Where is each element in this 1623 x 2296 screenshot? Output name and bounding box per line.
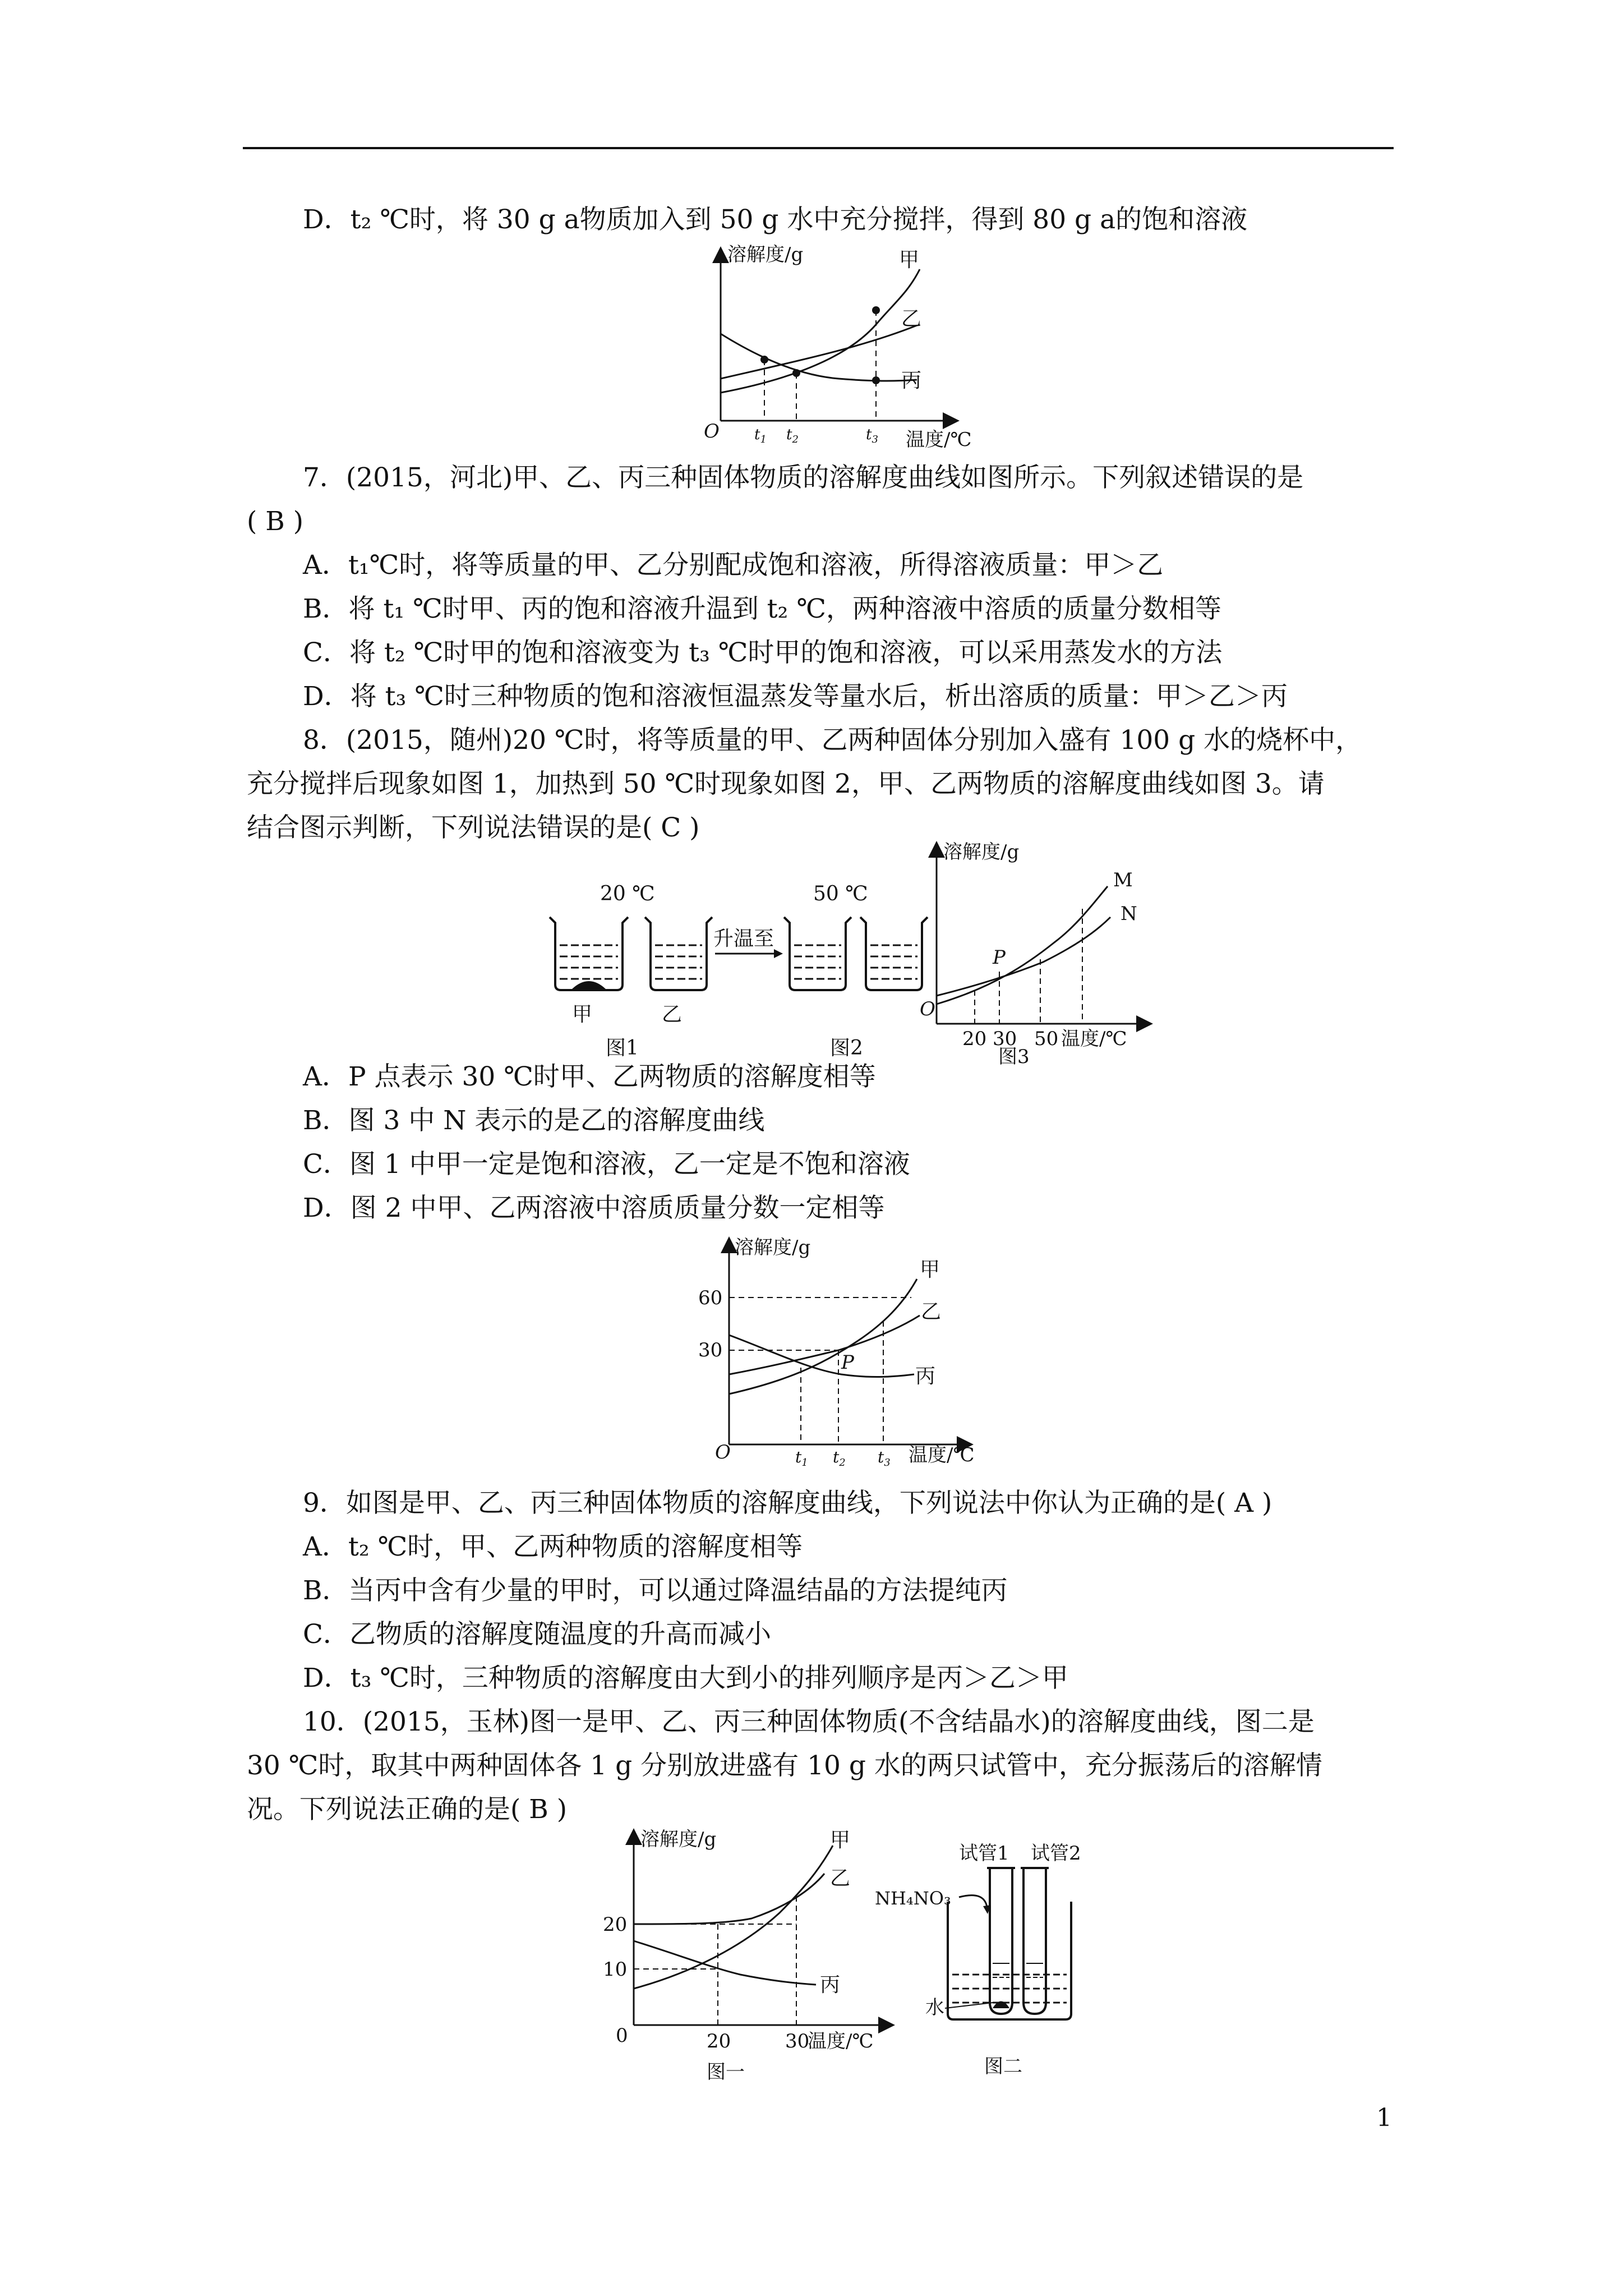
q6-curve-yi	[721, 325, 917, 379]
q9-series-label-jia: 甲	[920, 1258, 940, 1281]
q8-option-a: A．P 点表示 30 ℃时甲、乙两物质的溶解度相等	[303, 1061, 876, 1092]
q9-ylabel: 溶解度/g	[735, 1236, 811, 1259]
q9-stem: 9．如图是甲、乙、丙三种固体物质的溶解度曲线，下列说法中你认为正确的是( A )	[303, 1488, 1272, 1519]
q9-curve-bing	[729, 1335, 914, 1377]
q8-xtick-20: 20	[962, 1028, 987, 1050]
q9-series-label-bing: 丙	[915, 1365, 936, 1388]
q10-fig1-caption: 图一	[707, 2061, 745, 2083]
q7-stem-1: 7．(2015，河北)甲、乙、丙三种固体物质的溶解度曲线如图所示。下列叙述错误的是	[303, 462, 1304, 493]
q6-tick-t1: $t_1$	[754, 426, 767, 445]
q8-point-P: P	[993, 946, 1006, 969]
q9-curve-yi	[729, 1315, 920, 1374]
q10-test-tube-figure	[875, 1834, 1133, 2087]
q6-ylabel: 溶解度/g	[727, 243, 804, 266]
q8-stem-3: 结合图示判断，下列说法错误的是( C )	[247, 812, 700, 843]
q10-salt-label: NH₄NO₃	[875, 1888, 951, 1909]
beaker-yi-fig1	[645, 917, 712, 990]
q8-fig3-caption: 图3	[998, 1046, 1030, 1066]
q8-temp-20: 20 ℃	[600, 882, 655, 905]
q6-curve-bing	[721, 334, 917, 381]
q8-xtick-50: 50	[1034, 1028, 1059, 1050]
q9-solubility-chart	[690, 1231, 993, 1478]
q9-series-label-yi: 乙	[921, 1300, 942, 1323]
q8-curve-N	[937, 917, 1110, 996]
q9-option-c: C．乙物质的溶解度随温度的升高而减小	[303, 1619, 771, 1650]
q6-origin: O	[704, 420, 720, 443]
q8-solubility-chart	[914, 836, 1161, 1066]
q10-solubility-chart	[594, 1823, 909, 2087]
q10-series-label-yi: 乙	[830, 1867, 851, 1890]
q6-option-d: D．t₂ ℃时，将 30 g a物质加入到 50 g 水中充分搅拌，得到 80 g a的饱和溶液	[303, 204, 1248, 235]
q9-ytick-30: 30	[698, 1339, 723, 1361]
q10-stem-1: 10．(2015，玉林)图一是甲、乙、丙三种固体物质(不含结晶水)的溶解度曲线，图二是	[303, 1706, 1315, 1737]
q8-option-b: B．图 3 中 N 表示的是乙的溶解度曲线	[303, 1105, 765, 1136]
q8-arrow-label: 升温至	[713, 927, 774, 950]
q6-curve-jia	[721, 269, 920, 393]
q9-option-d: D．t₃ ℃时，三种物质的溶解度由大到小的排列顺序是丙＞乙＞甲	[303, 1663, 1068, 1694]
q10-tube2-label: 试管2	[1031, 1842, 1081, 1865]
q10-stem-2: 30 ℃时，取其中两种固体各 1 g 分别放进盛有 10 g 水的两只试管中，充分振荡后的溶解情	[247, 1750, 1322, 1781]
q10-ylabel: 溶解度/g	[640, 1828, 717, 1851]
q8-series-label-N: N	[1121, 903, 1137, 925]
q6-solubility-chart	[693, 238, 1007, 449]
q7-option-d: D．将 t₃ ℃时三种物质的饱和溶液恒温蒸发等量水后，析出溶质的质量：甲＞乙＞丙	[303, 681, 1288, 712]
q10-xlabel: 温度/℃	[808, 2030, 874, 2053]
q10-ytick-20: 20	[603, 1913, 628, 1936]
q8-stem-1: 8．(2015，随州)20 ℃时，将等质量的甲、乙两种固体分别加入盛有 100 g 水的烧杯中，	[303, 725, 1362, 756]
q8-xtick-30: 30	[993, 1028, 1017, 1050]
q10-fig2-caption: 图二	[984, 2055, 1022, 2078]
q9-xlabel: 温度/℃	[909, 1444, 975, 1466]
q9-option-a: A．t₂ ℃时，甲、乙两种物质的溶解度相等	[303, 1531, 803, 1562]
q8-origin: O	[920, 998, 935, 1020]
q10-tube1-label: 试管1	[959, 1842, 1009, 1865]
q6-series-label-bing: 丙	[901, 369, 922, 392]
q10-series-label-bing: 丙	[820, 1973, 841, 1996]
page-number: 1	[1376, 2104, 1392, 2132]
q8-fig1-caption: 图1	[606, 1037, 639, 1060]
q8-option-c: C．图 1 中甲一定是饱和溶液，乙一定是不饱和溶液	[303, 1149, 910, 1180]
q10-stem-3: 况。下列说法正确的是( B )	[247, 1794, 568, 1825]
q7-option-c: C．将 t₂ ℃时甲的饱和溶液变为 t₃ ℃时甲的饱和溶液，可以采用蒸发水的方法	[303, 637, 1223, 668]
q10-xtick-30: 30	[785, 2030, 810, 2053]
q6-series-label-jia: 甲	[899, 249, 920, 272]
q6-tick-t3: $t_3$	[866, 426, 878, 445]
q7-option-b: B．将 t₁ ℃时甲、丙的饱和溶液升温到 t₂ ℃，两种溶液中溶质的质量分数相等	[303, 593, 1221, 624]
q9-tick-t2: $t_2$	[833, 1448, 846, 1469]
q8-beaker-figures	[538, 878, 931, 1063]
q7-stem-2: ( B )	[247, 506, 304, 537]
q8-fig2-caption: 图2	[830, 1037, 863, 1060]
q6-xlabel: 温度/℃	[906, 429, 972, 449]
q10-water-label: 水	[925, 1996, 944, 2019]
q9-tick-t1: $t_1$	[795, 1448, 808, 1469]
q8-ylabel: 溶解度/g	[943, 841, 1020, 863]
q9-option-b: B．当丙中含有少量的甲时，可以通过降温结晶的方法提纯丙	[303, 1575, 1008, 1606]
q8-beaker-label-jia: 甲	[572, 1003, 593, 1026]
q6-tick-t2: $t_2$	[786, 426, 799, 445]
q10-ytick-10: 10	[603, 1958, 628, 1981]
q10-xtick-20: 20	[707, 2030, 731, 2053]
q8-beaker-label-yi: 乙	[662, 1003, 683, 1026]
q9-tick-t3: $t_3$	[878, 1448, 891, 1469]
q10-series-label-jia: 甲	[830, 1829, 851, 1852]
q8-xlabel: 温度/℃	[1061, 1028, 1127, 1050]
q8-temp-50: 50 ℃	[813, 882, 868, 905]
q10-curve-bing	[634, 1941, 816, 1985]
q6-series-label-yi: 乙	[901, 307, 922, 330]
q7-option-a: A．t₁℃时，将等质量的甲、乙分别配成饱和溶液，所得溶液质量：甲＞乙	[303, 550, 1164, 581]
q8-stem-2: 充分搅拌后现象如图 1，加热到 50 ℃时现象如图 2，甲、乙两物质的溶解度曲线如图 3。请	[247, 769, 1325, 799]
q8-option-d: D．图 2 中甲、乙两溶液中溶质质量分数一定相等	[303, 1193, 885, 1223]
q9-origin: O	[715, 1441, 731, 1464]
header-rule	[243, 147, 1394, 149]
q8-series-label-M: M	[1113, 869, 1133, 891]
beaker-jia-fig2	[784, 917, 851, 990]
beaker-jia-fig1	[550, 917, 628, 990]
q9-ytick-60: 60	[698, 1287, 723, 1309]
q9-point-P: P	[841, 1351, 854, 1374]
q10-origin: 0	[616, 2024, 628, 2047]
q10-curve-jia	[634, 1846, 833, 1989]
